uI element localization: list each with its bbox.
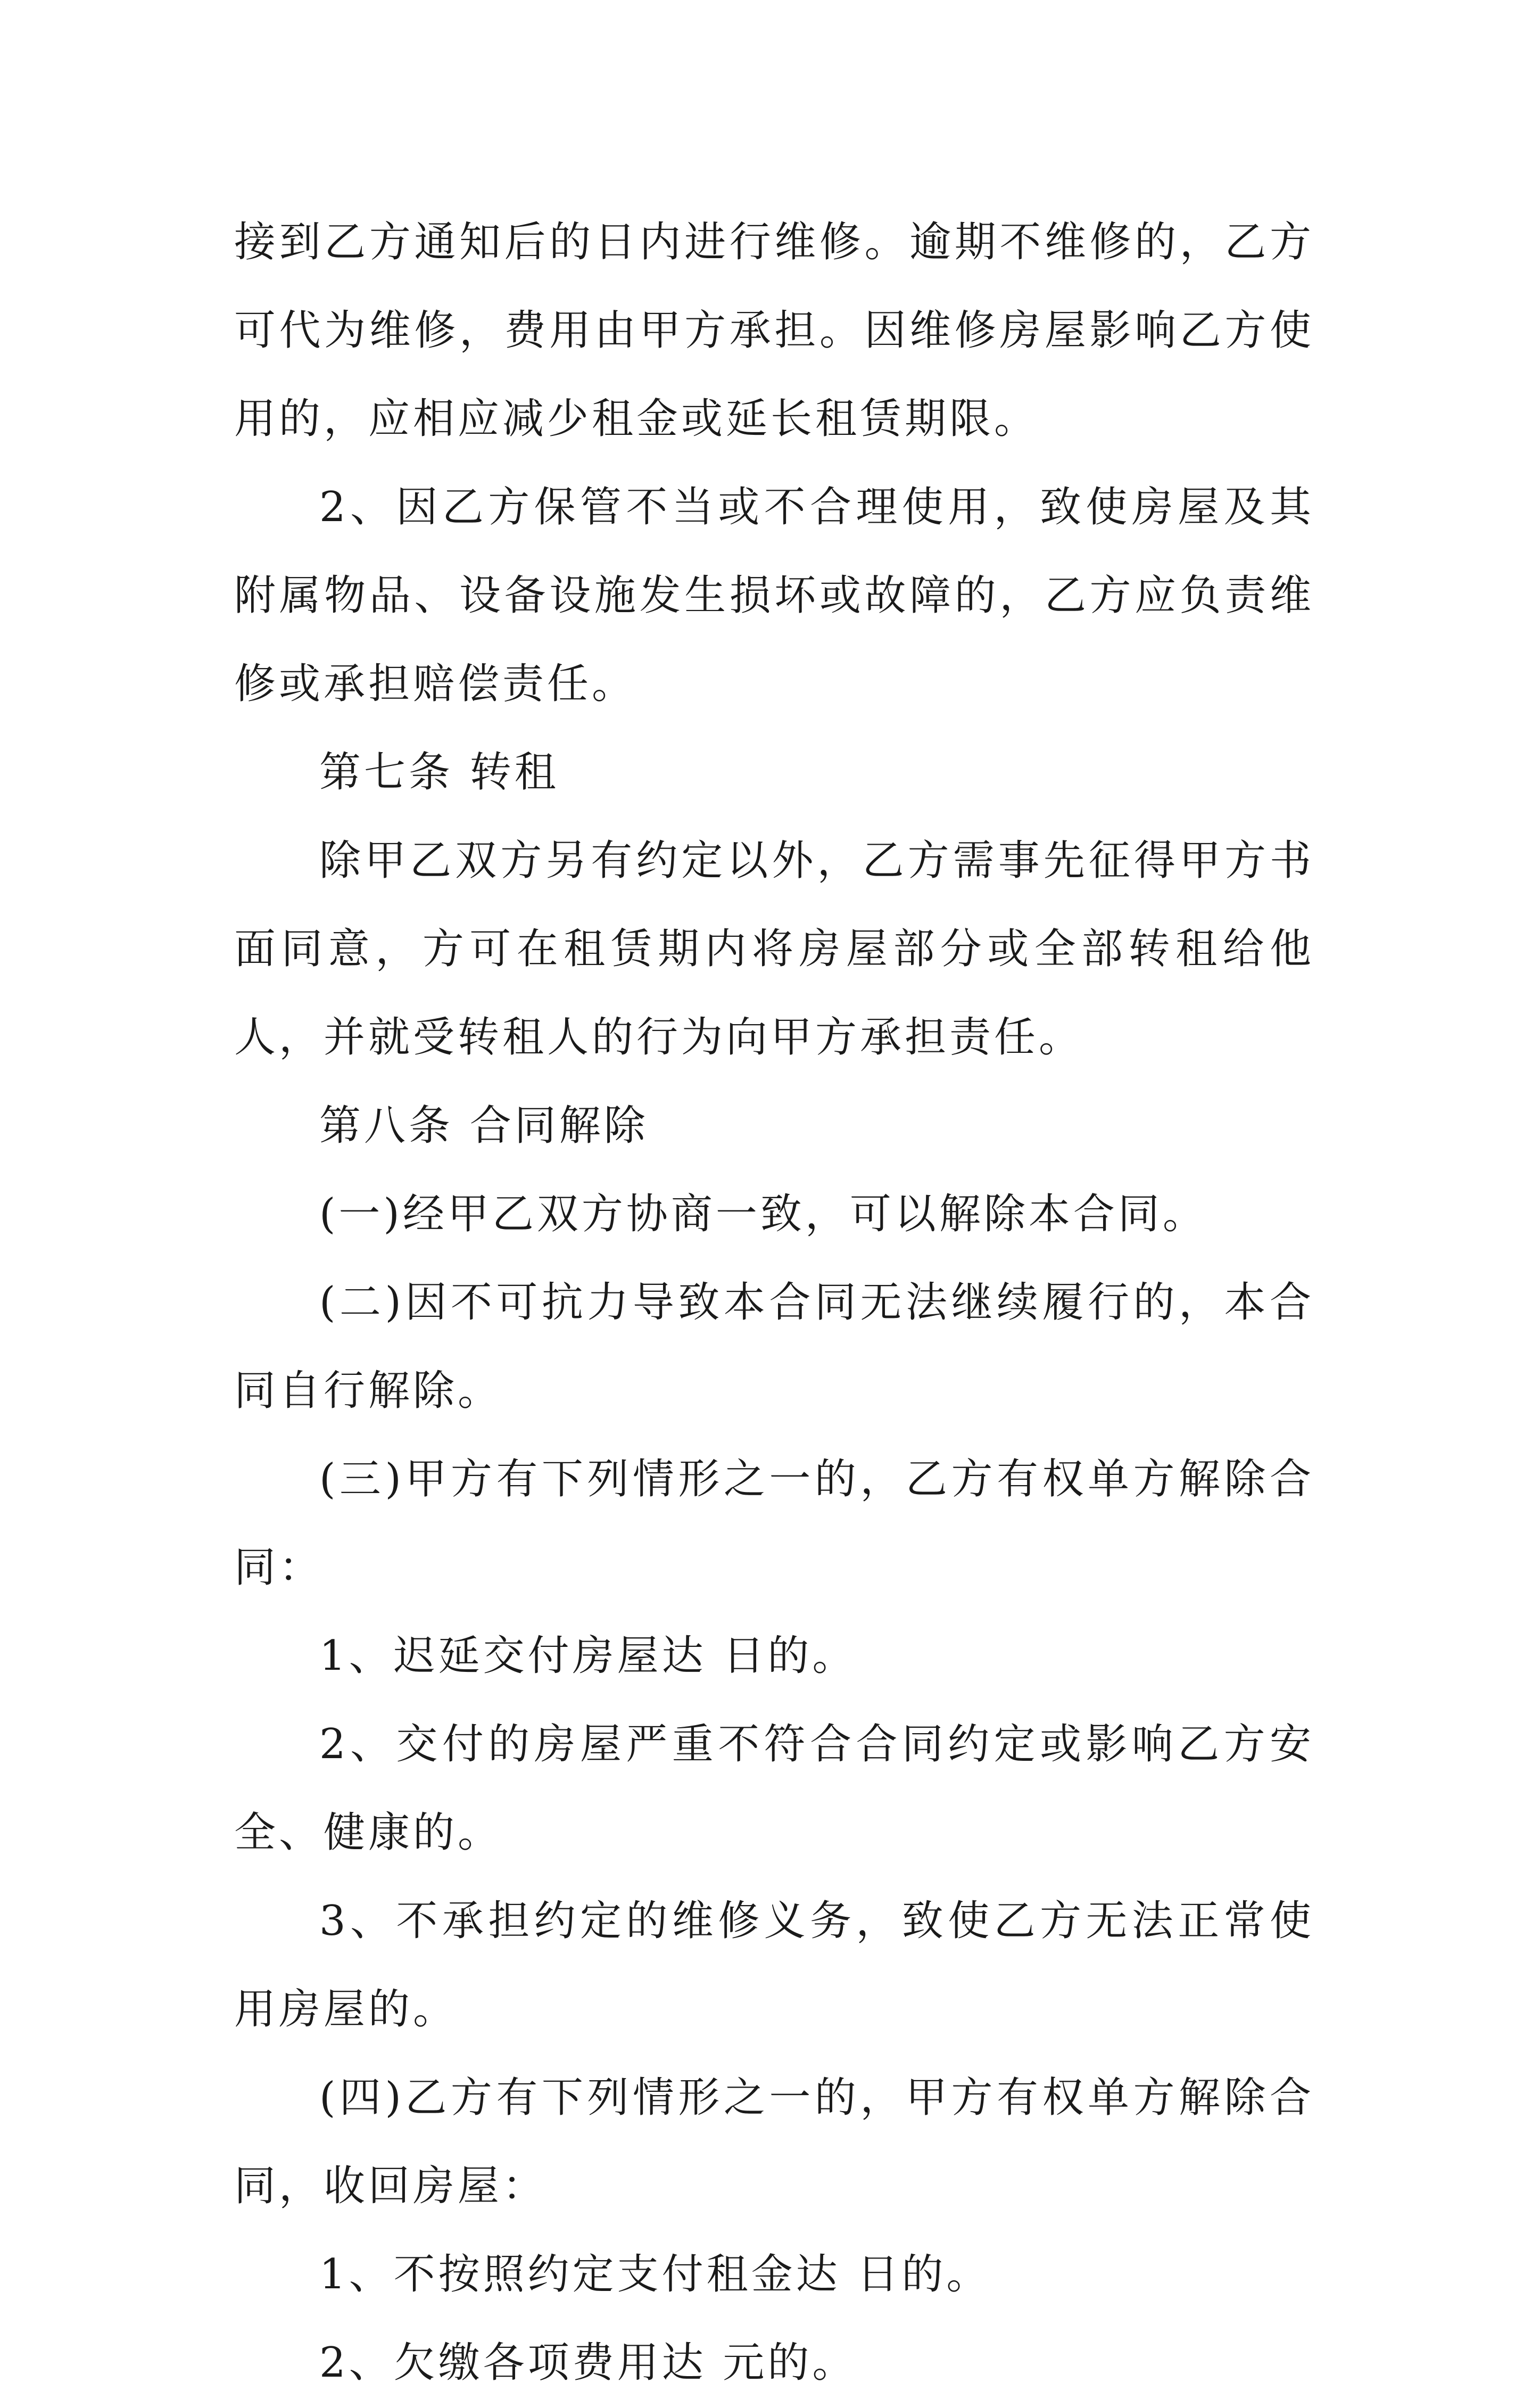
list-item: 1、迟延交付房屋达 日的。 xyxy=(319,1632,857,1680)
list-item: 2、交付的房屋严重不符合合同约定或影响乙方安全、健康的。 xyxy=(234,1720,1314,1857)
article-7-heading: 第七条 转租 xyxy=(319,748,559,796)
article-8-heading: 第八条 合同解除 xyxy=(319,1102,649,1150)
clause-termination-3: (三)甲方有下列情形之一的，乙方有权单方解除合同： xyxy=(234,1455,1314,1592)
list-item: 1、不按照约定支付租金达 日的。 xyxy=(319,2251,991,2298)
clause-termination-2: (二)因不可抗力导致本合同无法继续履行的，本合同自行解除。 xyxy=(234,1279,1314,1415)
paragraph-repair-continuation: 接到乙方通知后的日内进行维修。逾期不维修的，乙方可代为维修，费用由甲方承担。因维修房屋影响乙方使用的，应相应减少租金或延长租赁期限。 xyxy=(234,218,1314,443)
clause-termination-1: (一)经甲乙双方协商一致，可以解除本合同。 xyxy=(319,1190,1207,1238)
paragraph-damage-liability: 2、因乙方保管不当或不合理使用，致使房屋及其附属物品、设备设施发生损坏或故障的，乙方应负责维修或承担赔偿责任。 xyxy=(234,483,1314,708)
list-item: 3、不承担约定的维修义务，致使乙方无法正常使用房屋的。 xyxy=(234,1897,1314,2033)
list-item: 2、欠缴各项费用达 元的。 xyxy=(319,2339,857,2387)
clause-termination-4: (四)乙方有下列情形之一的，甲方有权单方解除合同，收回房屋： xyxy=(234,2074,1314,2210)
document-body xyxy=(234,198,1314,2407)
paragraph-sublease: 除甲乙双方另有约定以外，乙方需事先征得甲方书面同意，方可在租赁期内将房屋部分或全部转租给他人，并就受转租人的行为向甲方承担责任。 xyxy=(234,837,1314,1061)
